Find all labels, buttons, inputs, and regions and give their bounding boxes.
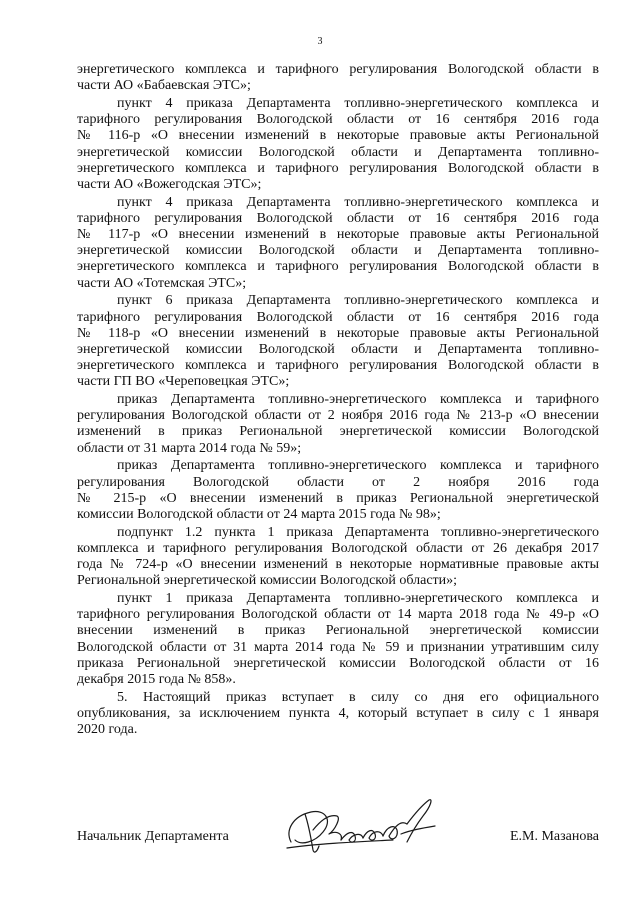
paragraph: [77, 62, 599, 94]
paragraph: [77, 392, 599, 457]
text-line: опубликования, за исключением пункта 4, который вступает в силу с 1 января: [77, 705, 599, 721]
text-line: пункт 4 приказа Департамента топливно-энергетического комплекса и: [117, 194, 599, 210]
text-line: части АО «Вожегодская ЭТС»;: [77, 176, 262, 192]
paragraph: [77, 690, 599, 739]
text-line: энергетического комплекса и тарифного регулирования Вологодской области в: [77, 160, 599, 176]
text-line: энергетического комплекса и тарифного регулирования Вологодской области в: [77, 259, 599, 275]
text-line: тарифного регулирования Вологодской области от 16 сентября 2016 года: [77, 309, 599, 325]
text-line: подпункт 1.2 пункта 1 приказа Департамента топливно-энергетического: [117, 524, 599, 540]
text-line: энергетической комиссии Вологодской области и Департамента топливно-: [77, 144, 599, 160]
text-line: приказ Департамента топливно-энергетического комплекса и тарифного: [117, 458, 599, 474]
text-line: № 215-р «О внесении изменений в приказ Региональной энергетической: [77, 490, 599, 506]
text-line: части АО «Бабаевская ЭТС»;: [77, 78, 251, 94]
text-line: пункт 6 приказа Департамента топливно-энергетического комплекса и: [117, 293, 599, 309]
paragraph: [77, 458, 599, 523]
text-line: части АО «Тотемская ЭТС»;: [77, 275, 247, 291]
text-line: № 117-р «О внесении изменений в некоторые правовые акты Региональной: [77, 227, 599, 243]
text-line: Региональной энергетической комиссии Вологодской области»;: [77, 573, 458, 589]
text-line: тарифного регулирования Вологодской области от 16 сентября 2016 года: [77, 112, 599, 128]
handwritten-signature: [283, 790, 453, 860]
text-line: тарифного регулирования Вологодской области от 14 марта 2018 года № 49-р «О: [77, 607, 599, 623]
text-line: декабря 2015 года № 858».: [77, 672, 236, 688]
text-line: № 118-р «О внесении изменений в некоторые правовые акты Региональной: [77, 325, 599, 341]
text-line: № 116-р «О внесении изменений в некоторые правовые акты Региональной: [77, 128, 599, 144]
paragraph: [77, 96, 599, 193]
text-line: регулирования Вологодской области от 2 ноября 2016 года: [77, 474, 599, 490]
text-line: пункт 1 приказа Департамента топливно-энергетического комплекса и: [117, 591, 599, 606]
text-line: области от 31 марта 2014 года № 59»;: [77, 440, 302, 456]
signatory-name: Е.М. Мазанова: [509, 829, 599, 844]
paragraph: [77, 525, 599, 590]
text-line: пункт 4 приказа Департамента топливно-энергетического комплекса и: [117, 95, 599, 111]
text-line: 2020 года.: [77, 722, 138, 738]
paragraph: [77, 591, 599, 688]
paragraph: [77, 195, 599, 292]
text-line: Вологодской области от 31 марта 2014 года № 59 и признании утратившим силу: [77, 639, 599, 655]
text-line: года № 724-р «О внесении изменений в некоторые нормативные правовые акты: [77, 557, 599, 573]
paragraph: [77, 293, 599, 390]
signature-block: [77, 829, 599, 849]
text-line: 5. Настоящий приказ вступает в силу со дня его официального: [117, 689, 599, 705]
text-line: комплекса и тарифного регулирования Вологодской области от 26 декабря 2017: [77, 540, 599, 556]
text-line: энергетического комплекса и тарифного регулирования Вологодской области в: [77, 62, 599, 77]
text-line: энергетической комиссии Вологодской области и Департамента топливно-: [77, 243, 599, 259]
document-body: [77, 62, 599, 740]
text-line: внесении изменений в приказ Региональной энергетической комиссии: [77, 623, 599, 639]
text-line: приказ Департамента топливно-энергетического комплекса и тарифного: [117, 392, 599, 408]
text-line: приказа Региональной энергетической комиссии Вологодской области от 16: [77, 655, 599, 671]
text-line: комиссии Вологодской области от 24 марта 2015 года № 98»;: [77, 506, 441, 522]
text-line: энергетического комплекса и тарифного регулирования Вологодской области в: [77, 358, 599, 374]
text-line: энергетической комиссии Вологодской области и Департамента топливно-: [77, 341, 599, 357]
text-line: изменений в приказ Региональной энергетической комиссии Вологодской: [77, 424, 599, 440]
page-number: 3: [317, 36, 323, 47]
text-line: тарифного регулирования Вологодской области от 16 сентября 2016 года: [77, 210, 599, 226]
signatory-position: Начальник Департамента: [77, 829, 229, 844]
text-line: регулирования Вологодской области от 2 ноября 2016 года № 213-р «О внесении: [77, 408, 599, 424]
text-line: части ГП ВО «Череповецкая ЭТС»;: [77, 374, 290, 390]
